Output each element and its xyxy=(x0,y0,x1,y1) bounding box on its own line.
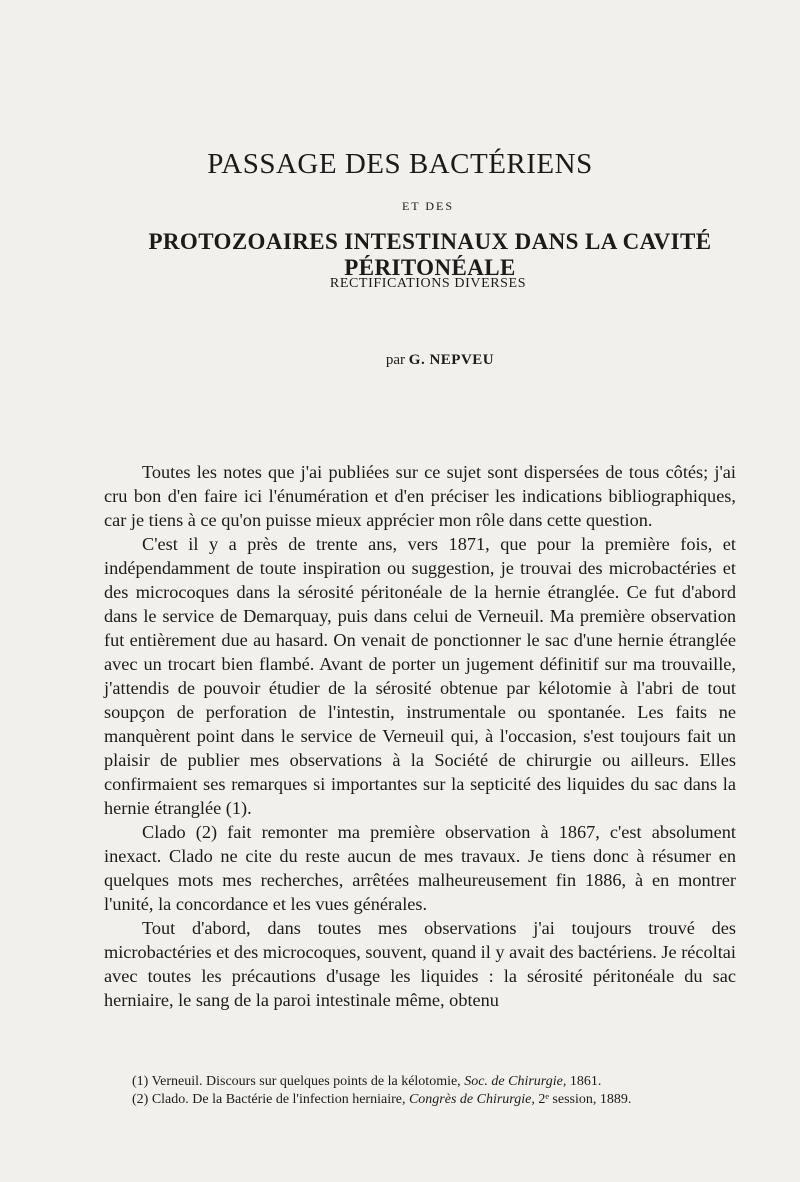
footnotes xyxy=(132,1073,742,1109)
paragraph-2: C'est il y a près de trente ans, vers 1871, que pour la première fois, et indépendamment de toute inspiration ou suggestion, je trouvai des microbactéries et des microcoques dans la sérosité péritonéale de la hernie étranglée. Ce fut d'abord dans le service de Demarquay, puis dans celui de Verneuil. Ma première observation fut entièrement due au hasard. On venait de ponctionner le sac d'une hernie étranglée avec un trocart bien flambé. Avant de porter un jugement définitif sur ma trouvaille, j'attendis de pouvoir étudier de la sérosité obtenue par kélotomie à l'abri de tout soupçon de perforation de l'intestin, instrumentale ou spontanée. Les faits ne manquèrent point dans le service de Verneuil qui, à l'occasion, s'est toujours fait un plaisir de publier mes observations à la Société de chirurgie ou ailleurs. Elles confirmaient ses remarques si importantes sur la septicité des liquides du sac dans la hernie étranglée (1). xyxy=(104,534,736,818)
footnote-source: Congrès de Chirurgie, xyxy=(408,1092,535,1107)
footnote-1 xyxy=(132,1073,742,1091)
footnote-marker: (2) xyxy=(132,1092,149,1107)
article-title: PASSAGE DES BACTÉRIENS xyxy=(207,148,593,180)
paragraph-3: Clado (2) fait remonter ma première observation à 1867, c'est absolument inexact. Clado ne cite du reste aucun de mes travaux. Je tiens donc à résumer en quelques mots mes recherches, arrêtées malheureusement fin 1886, à en montrer l'unité, la concordance et les vues générales. xyxy=(104,822,736,914)
footnote-text: Verneuil. Discours sur quelques points de la kélotomie, xyxy=(151,1074,461,1089)
footnote-marker: (1) xyxy=(132,1074,149,1089)
title-conjunction: ET DES xyxy=(401,199,455,213)
rectifications-heading: RECTIFICATIONS DIVERSES xyxy=(329,276,527,291)
byline xyxy=(0,352,800,369)
paragraph-4: Tout d'abord, dans toutes mes observations j'ai toujours trouvé des microbactéries et des microcoques, souvent, quand il y avait des bactériens. Je récoltai avec toutes les précautions d'usage les liquides : la sérosité péritonéale du sac herniaire, le sang de la paroi intestinale même, obtenu xyxy=(104,918,736,1010)
paragraph-1: Toutes les notes que j'ai publiées sur ce sujet sont dispersées de tous côtés; j'ai cru bon d'en faire ici l'énumération et d'en préciser les indications bibliographiques, car je tiens à ce qu'on puisse mieux apprécier mon rôle dans cette question. xyxy=(104,462,736,530)
article-body xyxy=(104,460,736,1012)
article-subtitle: PROTOZOAIRES INTESTINAUX DANS LA CAVITÉ PÉRITONÉALE xyxy=(148,229,712,280)
footnote-2 xyxy=(132,1091,742,1109)
footnote-tail: 1861. xyxy=(569,1074,602,1089)
footnote-text: Clado. De la Bactérie de l'infection herniaire, xyxy=(151,1092,406,1107)
footnote-tail: 2ᵉ session, 1889. xyxy=(538,1092,632,1107)
footnote-source: Soc. de Chirurgie, xyxy=(464,1074,567,1089)
byline-prefix: par xyxy=(385,352,406,368)
author-name: G. NEPVEU xyxy=(408,352,495,368)
